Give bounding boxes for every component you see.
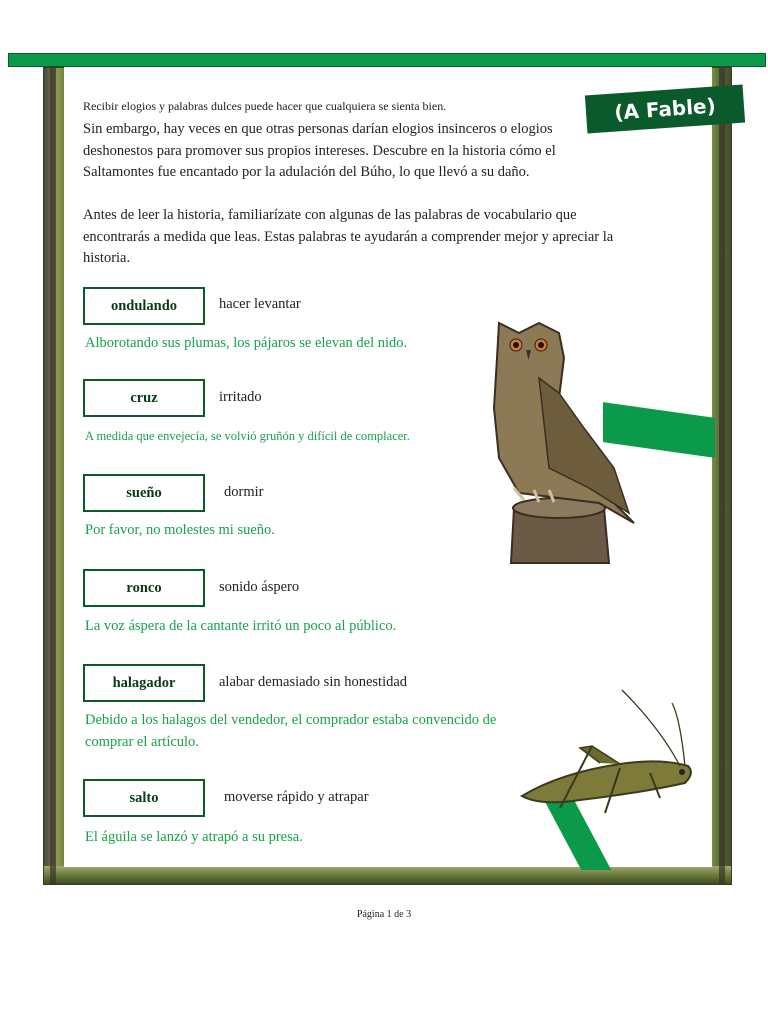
vocab-definition: hacer levantar [219,296,301,312]
vocab-example: Alborotando sus plumas, los pájaros se elevan del nido. [85,335,408,351]
vocab-example: A medida que envejecía, se volvió gruñón y difícil de complacer. [85,429,410,443]
tree-trunk [50,68,56,885]
vocab-word-box: salto [83,779,205,817]
vocab-example: Debido a los halagos del vendedor, el comprador estaba convencido de comprar el artículo. [85,712,497,750]
vocab-word-box: cruz [83,379,205,417]
grasshopper-illustration [520,688,698,818]
vocab-definition: dormir [224,484,264,500]
vocab-example: El águila se lanzó y atrapó a su presa. [85,829,303,845]
tree-trunk [719,68,725,885]
intro-first-line: Recibir elogios y palabras dulces puede hacer que cualquiera se sienta bien. [83,99,447,113]
page-number: Página 1 de 3 [356,909,412,920]
instructions-paragraph: Antes de leer la historia, familiarízate con algunas de las palabras de vocabulario que encontrarás a medida que leas. Estas palabras te ayudarán a comprender mejor y apreciar la historia. [83,207,614,266]
intro-paragraph: Sin embargo, hay veces en que otras personas darían elogios insinceros o elogios deshonestos para promover sus propios intereses. Descubre en la historia cómo el Saltamontes fue encantado por la adulación del Búho, lo que llevó a su daño. [83,121,556,180]
forest-bottom-border [44,866,731,884]
vocab-definition: moverse rápido y atrapar [224,789,369,805]
vocab-example: Por favor, no molestes mi sueño. [85,522,275,538]
vocab-definition: irritado [219,389,262,405]
vocab-definition: sonido áspero [219,579,300,595]
vocab-example: La voz áspera de la cantante irritó un poco al público. [85,618,397,634]
owl-illustration [489,318,639,568]
vocab-word-box: ondulando [83,287,205,325]
top-green-bar [8,53,766,67]
vocab-word-box: ronco [83,569,205,607]
vocab-word-box: sueño [83,474,205,512]
vocab-definition: alabar demasiado sin honestidad [219,674,408,690]
vocab-word-box: halagador [83,664,205,702]
fable-tag: (A Fable) [585,85,745,134]
